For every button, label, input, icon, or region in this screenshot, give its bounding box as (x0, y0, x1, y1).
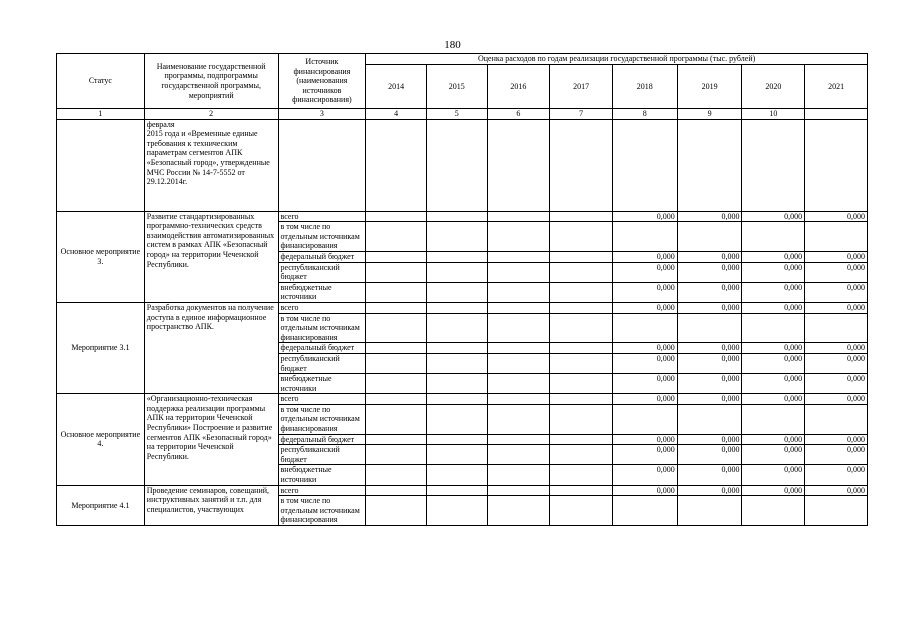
value-cell (426, 251, 487, 262)
value-cell: 0,000 (805, 465, 868, 485)
value-cell (487, 485, 550, 496)
value-cell (742, 496, 805, 526)
value-cell (677, 313, 742, 343)
value-cell (426, 211, 487, 222)
value-cell: 0,000 (612, 282, 677, 302)
value-cell: 0,000 (805, 445, 868, 465)
value-cell (550, 465, 613, 485)
header-year: 2016 (487, 65, 550, 109)
value-cell: 0,000 (612, 353, 677, 373)
value-cell: 0,000 (677, 465, 742, 485)
value-cell (426, 485, 487, 496)
value-cell: 0,000 (742, 211, 805, 222)
header-source: Источник финансирования (наименования источников финансирования) (278, 54, 366, 109)
value-cell (550, 211, 613, 222)
value-cell (426, 262, 487, 282)
value-cell (366, 343, 427, 354)
value-cell: 0,000 (742, 282, 805, 302)
value-cell: 0,000 (742, 465, 805, 485)
activity-name: Развитие стандартизированных программно-технических средств взаимодействия автоматизированных систем в рамках АПК «Безопасный город» на территории Чеченской Республики. (144, 211, 278, 302)
value-cell (550, 222, 613, 252)
value-cell (366, 394, 427, 405)
source-cell: внебюджетные источники (278, 465, 366, 485)
value-cell (487, 434, 550, 445)
value-cell (612, 222, 677, 252)
value-cell: 0,000 (805, 434, 868, 445)
value-cell: 0,000 (677, 211, 742, 222)
source-cell: федеральный бюджет (278, 434, 366, 445)
value-cell (612, 313, 677, 343)
value-cell (550, 251, 613, 262)
value-cell (487, 251, 550, 262)
source-cell: республиканский бюджет (278, 262, 366, 282)
value-cell (550, 313, 613, 343)
header-year: 2017 (550, 65, 613, 109)
value-cell: 0,000 (612, 251, 677, 262)
value-cell: 0,000 (612, 485, 677, 496)
header-year: 2019 (677, 65, 742, 109)
value-cell: 0,000 (805, 374, 868, 394)
value-cell: 0,000 (612, 445, 677, 465)
value-cell (366, 282, 427, 302)
value-cell (487, 445, 550, 465)
value-cell (487, 262, 550, 282)
value-cell: 0,000 (742, 485, 805, 496)
value-cell (550, 262, 613, 282)
value-cell: 0,000 (742, 343, 805, 354)
value-cell: 0,000 (805, 282, 868, 302)
value-cell: 0,000 (805, 302, 868, 313)
value-cell (426, 282, 487, 302)
value-cell (426, 353, 487, 373)
value-cell (550, 485, 613, 496)
value-cell: 0,000 (805, 485, 868, 496)
value-cell: 0,000 (612, 343, 677, 354)
status-cell: Мероприятие 4.1 (57, 485, 145, 525)
status-cell: Мероприятие 3.1 (57, 302, 145, 393)
value-cell (426, 465, 487, 485)
value-cell: 0,000 (805, 343, 868, 354)
column-number: 2 (144, 109, 278, 120)
value-cell (550, 353, 613, 373)
value-cell: 0,000 (612, 302, 677, 313)
column-number: 8 (612, 109, 677, 120)
value-cell (550, 394, 613, 405)
column-number: 4 (366, 109, 427, 120)
value-cell (426, 496, 487, 526)
value-cell (805, 222, 868, 252)
value-cell (426, 313, 487, 343)
value-cell: 0,000 (677, 434, 742, 445)
value-cell (426, 343, 487, 354)
value-cell: 0,000 (677, 353, 742, 373)
source-cell: республиканский бюджет (278, 353, 366, 373)
value-cell: 0,000 (612, 211, 677, 222)
value-cell (742, 404, 805, 434)
table-row (57, 302, 868, 313)
value-cell: 0,000 (612, 434, 677, 445)
value-cell (805, 404, 868, 434)
activity-name: Разработка документов на получение доступа в единое информационное пространство АПК. (144, 302, 278, 393)
value-cell (487, 282, 550, 302)
table-row (57, 394, 868, 405)
value-cell (366, 434, 427, 445)
value-cell (550, 343, 613, 354)
value-cell: 0,000 (742, 445, 805, 465)
column-number: 6 (487, 109, 550, 120)
header-estimate: Оценка расходов по годам реализации государственной программы (тыс. рублей) (366, 54, 868, 65)
value-cell (805, 313, 868, 343)
value-cell (366, 262, 427, 282)
source-cell: в том числе по отдельным источникам финансирования (278, 404, 366, 434)
empty-cell (57, 119, 145, 211)
source-cell: республиканский бюджет (278, 445, 366, 465)
value-cell (366, 374, 427, 394)
value-cell (612, 496, 677, 526)
value-cell: 0,000 (612, 465, 677, 485)
value-cell: 0,000 (742, 251, 805, 262)
value-cell (426, 374, 487, 394)
source-cell: федеральный бюджет (278, 251, 366, 262)
value-cell: 0,000 (677, 485, 742, 496)
financing-table (56, 53, 868, 526)
value-cell (612, 404, 677, 434)
table-row (57, 211, 868, 222)
value-cell: 0,000 (742, 394, 805, 405)
value-cell (366, 353, 427, 373)
status-cell: Основное мероприятие 4. (57, 394, 145, 485)
value-cell (487, 394, 550, 405)
value-cell (487, 222, 550, 252)
value-cell: 0,000 (805, 251, 868, 262)
source-cell: всего (278, 485, 366, 496)
column-number: 9 (677, 109, 742, 120)
value-cell: 0,000 (742, 353, 805, 373)
value-cell: 0,000 (805, 262, 868, 282)
column-number: 5 (426, 109, 487, 120)
value-cell (366, 445, 427, 465)
source-cell: федеральный бюджет (278, 343, 366, 354)
source-cell: всего (278, 394, 366, 405)
value-cell (550, 374, 613, 394)
value-cell (366, 251, 427, 262)
source-cell: в том числе по отдельным источникам финансирования (278, 222, 366, 252)
header-year: 2014 (366, 65, 427, 109)
value-cell: 0,000 (742, 374, 805, 394)
column-number: 1 (57, 109, 145, 120)
table-row (57, 485, 868, 496)
value-cell (426, 302, 487, 313)
value-cell: 0,000 (677, 394, 742, 405)
value-cell: 0,000 (742, 262, 805, 282)
value-cell (742, 313, 805, 343)
source-cell: в том числе по отдельным источникам финансирования (278, 313, 366, 343)
value-cell (487, 302, 550, 313)
value-cell: 0,000 (742, 302, 805, 313)
value-cell (426, 394, 487, 405)
header-year: 2015 (426, 65, 487, 109)
value-cell (487, 343, 550, 354)
value-cell (550, 282, 613, 302)
header-status: Статус (57, 54, 145, 109)
value-cell (550, 434, 613, 445)
source-cell: в том числе по отдельным источникам финансирования (278, 496, 366, 526)
value-cell (366, 404, 427, 434)
page-number: 180 (444, 39, 461, 51)
status-cell: Основное мероприятие 3. (57, 211, 145, 302)
value-cell: 0,000 (677, 445, 742, 465)
column-number: 3 (278, 109, 366, 120)
value-cell: 0,000 (677, 302, 742, 313)
value-cell (742, 222, 805, 252)
value-cell (487, 353, 550, 373)
value-cell (805, 496, 868, 526)
value-cell: 0,000 (612, 394, 677, 405)
value-cell (426, 404, 487, 434)
value-cell (426, 445, 487, 465)
source-cell: внебюджетные источники (278, 374, 366, 394)
value-cell: 0,000 (677, 262, 742, 282)
value-cell: 0,000 (612, 262, 677, 282)
value-cell (487, 374, 550, 394)
value-cell: 0,000 (677, 343, 742, 354)
value-cell: 0,000 (677, 374, 742, 394)
value-cell: 0,000 (612, 374, 677, 394)
value-cell (366, 313, 427, 343)
value-cell (677, 222, 742, 252)
value-cell (426, 222, 487, 252)
value-cell (366, 465, 427, 485)
value-cell (550, 445, 613, 465)
intro-text: февраля 2015 года и «Временные единые требования к техническим параметрам сегментов АПК «Безопасный город», утвержденные МЧС России № 14-7-5552 от 29.12.2014г. (144, 119, 278, 211)
activity-name: «Организационно-техническая поддержка реализации программы АПК на территории Чеченской Республики» Построение и развитие сегментов АПК «Безопасный город» на территории Чеченской Республики. (144, 394, 278, 485)
value-cell: 0,000 (677, 251, 742, 262)
value-cell: 0,000 (805, 394, 868, 405)
column-number: 7 (550, 109, 613, 120)
source-cell: всего (278, 211, 366, 222)
value-cell (366, 302, 427, 313)
value-cell (550, 496, 613, 526)
value-cell (487, 211, 550, 222)
source-cell: всего (278, 302, 366, 313)
column-number: 10 (742, 109, 805, 120)
value-cell (550, 302, 613, 313)
header-year: 2020 (742, 65, 805, 109)
value-cell (366, 211, 427, 222)
value-cell (366, 222, 427, 252)
value-cell: 0,000 (805, 353, 868, 373)
value-cell (487, 313, 550, 343)
value-cell (366, 496, 427, 526)
activity-name: Проведение семинаров, совещаний, инструктивных занятий и т.п. для специалистов, участвующих (144, 485, 278, 525)
value-cell (550, 404, 613, 434)
value-cell (487, 496, 550, 526)
value-cell: 0,000 (805, 211, 868, 222)
source-cell: внебюджетные источники (278, 282, 366, 302)
header-year: 2021 (805, 65, 868, 109)
header-year: 2018 (612, 65, 677, 109)
value-cell: 0,000 (742, 434, 805, 445)
value-cell (677, 404, 742, 434)
value-cell (487, 465, 550, 485)
value-cell (487, 404, 550, 434)
column-number (805, 109, 868, 120)
value-cell (426, 434, 487, 445)
value-cell: 0,000 (677, 282, 742, 302)
value-cell (366, 485, 427, 496)
value-cell (677, 496, 742, 526)
header-name: Наименование государственной программы, подпрограммы государственной программы, мероприятий (144, 54, 278, 109)
